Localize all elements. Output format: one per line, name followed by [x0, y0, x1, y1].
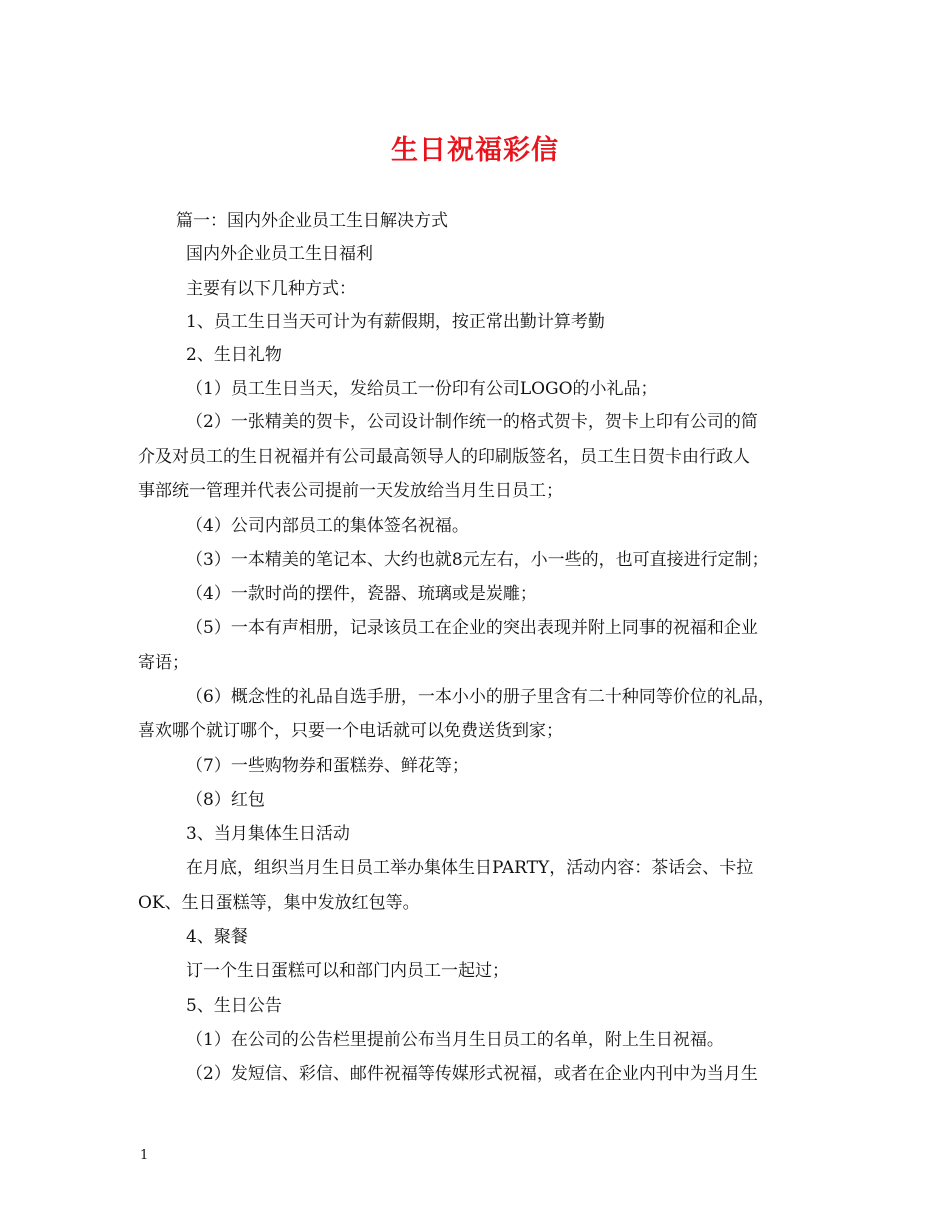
body-line: 国内外企业员工生日福利: [186, 244, 373, 264]
body-line: （7）一些购物券和蛋糕券、鲜花等；: [186, 756, 469, 776]
body-line: OK、生日蛋糕等，集中发放红包等。: [138, 893, 420, 913]
body-line: （4）一款时尚的摆件，瓷器、琉璃或是炭雕；: [186, 584, 537, 604]
body-line: （6）概念性的礼品自选手册，一本小小的册子里含有二十种同等价位的礼品，: [186, 687, 775, 707]
body-line: （1）在公司的公告栏里提前公布当月生日员工的名单，附上生日祝福。: [186, 1030, 724, 1050]
body-line: 寄语；: [138, 653, 189, 673]
body-line: （2）发短信、彩信、邮件祝福等传媒形式祝福，或者在企业内刊中为当月生: [186, 1064, 758, 1084]
body-line: 喜欢哪个就订哪个，只要一个电话就可以免费送货到家；: [138, 721, 563, 741]
page-number: 1: [140, 1148, 149, 1163]
body-line: 篇一：国内外企业员工生日解决方式: [176, 211, 448, 231]
body-line: （2）一张精美的贺卡，公司设计制作统一的格式贺卡，贺卡上印有公司的简: [186, 412, 758, 432]
body-line: 主要有以下几种方式：: [186, 279, 356, 299]
body-line: 3、当月集体生日活动: [186, 824, 350, 844]
body-line: 事部统一管理并代表公司提前一天发放给当月生日员工；: [138, 481, 563, 501]
body-line: （4）公司内部员工的集体签名祝福。: [186, 516, 469, 536]
body-line: （1）员工生日当天，发给员工一份印有公司LOGO的小礼品；: [186, 379, 658, 399]
body-line: 4、聚餐: [186, 927, 248, 947]
body-line: 在月底，组织当月生日员工举办集体生日PARTY，活动内容：茶话会、卡拉: [186, 858, 754, 878]
body-line: 1、员工生日当天可计为有薪假期，按正常出勤计算考勤: [186, 312, 605, 332]
body-line: 订一个生日蛋糕可以和部门内员工一起过；: [186, 961, 509, 981]
body-line: （3）一本精美的笔记本、大约也就8元左右，小一些的，也可直接进行定制；: [186, 550, 769, 570]
body-line: 2、生日礼物: [186, 345, 282, 365]
body-line: （8）红包: [186, 790, 265, 810]
body-line: 5、生日公告: [186, 996, 282, 1016]
page-title: 生日祝福彩信: [391, 135, 559, 166]
body-line: （5）一本有声相册，记录该员工在企业的突出表现并附上同事的祝福和企业: [186, 618, 758, 638]
body-line: 介及对员工的生日祝福并有公司最高领导人的印刷版签名，员工生日贺卡由行政人: [138, 447, 750, 467]
